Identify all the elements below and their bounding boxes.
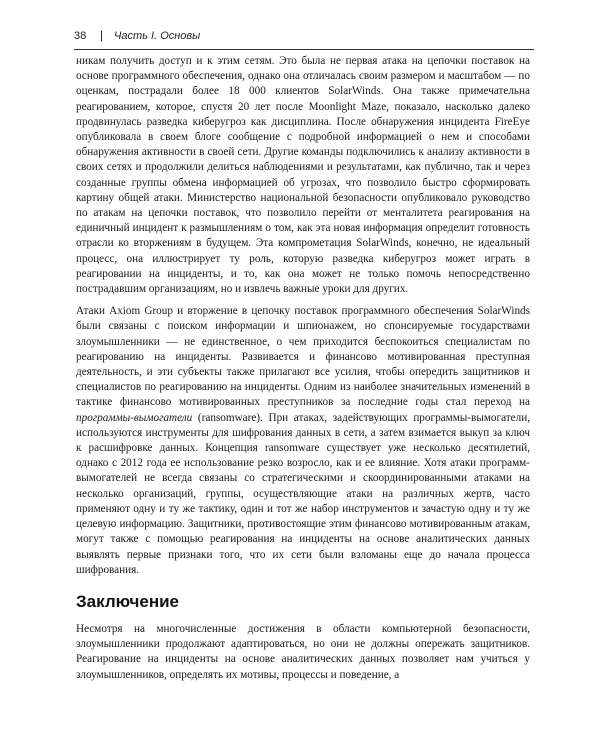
paragraph-conclusion: Несмотря на многочисленные достижения в области компьютерной безопасности, злоумышленники продолжают адаптироваться, но они не должны опережать защитников. Реагирование на инциденты на основе аналитических данных позволяет нам учиться у злоумышленников, определять их мотивы, процессы и поведение, а xyxy=(76,622,530,681)
page-body xyxy=(76,54,530,690)
term-ransomware: программы-вымогатели xyxy=(76,411,193,424)
running-title: Часть I. Основы xyxy=(114,30,201,42)
section-title: Заключение xyxy=(76,591,179,611)
page-number: 38 xyxy=(74,30,87,42)
paragraph-solarwinds: никам получить доступ и к этим сетям. Это была не первая атака на цепочки поставок на основе программного обеспечения, однако она отличалась своим размером и масштабом — по оценкам, пострадали более 18 000 клиентов SolarWinds. Она также примечательна реагированием, которое, спустя 20 лет после Moonlight Maze, показало, насколько далеко продвинулась разведка киберугроз как дисциплина. После обнаружения инцидента FireEye опубликовала в своем блоге сообщение с подробной информацией о нем и способами обнаружения активности в своей сети. Другие команды подключились к анализу активности в своих сетях и продолжили делиться наблюдениями и результатами, как публично, так и через созданные группы обмена информацией об угрозах, что позволило быстро сформировать картину общей атаки. Министерство национальной безопасности опубликовало руководство по атакам на цепочки поставок, что позволило перейти от менталитета реагирования на единичный инцидент к размышлениям о том, как эта новая информация определит готовность отрасли ко вторжениям в будущем. Эта компрометация SolarWinds, конечно, не идеальный процесс, она иллюстрирует ту роль, которую разведка киберугроз может играть в реагировании на инциденты, и то, как она может не только помочь непосредственно пострадавшим организациям, но и извлечь важные уроки для других. xyxy=(76,55,530,296)
paragraph-ransomware-part1: Атаки Axiom Group и вторжение в цепочку поставок программного обеспечения SolarWinds были связаны с поиском информации и шпионажем, но спонсируемые государствами злоумышленники — не единственное, о чем приходится беспокоиться специалистам по реагированию на инциденты. Развивается и финансово мотивированная преступная деятельность, и эти субъекты также прилагают все усилия, чтобы опередить защитников и специалистов по реагированию на инциденты. Одним из наиболее значительных изменений в тактике финансово мотивированных преступников за последние годы стал переход на xyxy=(76,305,530,409)
page-header xyxy=(74,28,534,46)
header-separator: | xyxy=(100,28,104,42)
paragraph-ransomware-part2: (ransomware). При атаках, задействующих программы-вымогатели, используются инструменты для шифрования данных в сети, а затем взимается выкуп за ключ к расшифровке данных. Концепция ransomware существует уже несколько десятилетий, однако с 2012 года ее использование резко возросло, как и ее влияние. Хотя атаки программ-вымогателей не всегда связаны со стратегическими и скоординированными атаками на несколько организаций, группы, осуществляющие атаки на различных жертв, часто применяют одну и ту же тактику, один и тот же набор инструментов и зачастую одну и ту же целевую информацию. Защитники, противостоящие этим финансово мотивированным атакам, могут также с помощью реагирования на инциденты на основе аналитических данных выявлять первые признаки того, что их сети были взломаны еще до начала процесса шифрования. xyxy=(76,411,530,576)
paragraph-ransomware xyxy=(76,304,530,578)
header-rule xyxy=(74,49,534,50)
